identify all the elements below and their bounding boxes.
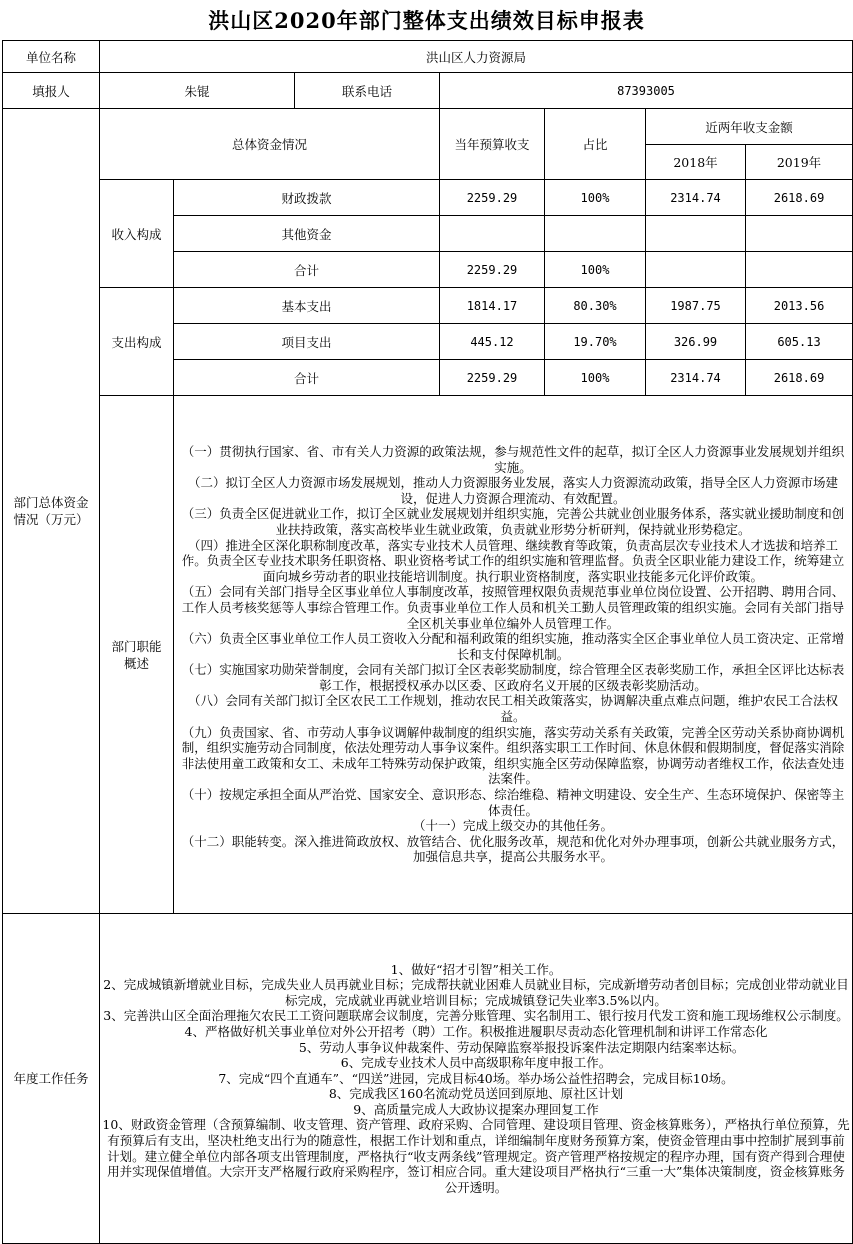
- functions-content: [174, 396, 853, 914]
- table-row: [3, 288, 853, 324]
- phone-value: 87393005: [440, 73, 853, 109]
- expense-label: 支出构成: [100, 288, 174, 396]
- row-2018: 1987.75: [646, 288, 746, 324]
- row-name: 合计: [174, 252, 440, 288]
- funds-header-row: [3, 109, 853, 145]
- list-item: 7、完成“四个直通车”、“四送”进园，完成目标40场。举办场公益性招聘会，完成目标10场。: [218, 1070, 734, 1086]
- overall-header: 总体资金情况: [100, 109, 440, 180]
- row-2019: 2013.56: [746, 288, 853, 324]
- list-item: （十一）完成上级交办的其他任务。: [413, 818, 614, 834]
- list-item: （四）推进全区深化职称制度改革，落实专业技术人员管理、继续教育等政策，负责高层次专业技术人才选拔和培养工作。负责全区专业技术职务任职资格、职业资格考试工作的组织实施和管理监督。负责全区职业能力建设工作，统筹建立面向城乡劳动者的职业技能培训制度。执行职业资格制度，落实职业技能多元化评价政策。: [181, 537, 845, 584]
- list-item: （二）拟订全区人力资源市场发展规划，推动人力资源服务业发展，落实人力资源流动政策，指导全区人力资源市场建设，促进人力资源合理流动、有效配置。: [188, 475, 839, 506]
- list-item: （六）负责全区事业单位工作人员工资收入分配和福利政策的组织实施，推动落实全区企事业单位人员工资决定、正常增长和支付保障机制。: [181, 631, 845, 662]
- list-item: 10、财政资金管理（含预算编制、收支管理、资产管理、政府采购、合同管理、建设项目管理、资金核算账务），严格执行单位预算，先有预算后有支出，坚决杜绝支出行为的随意性，根据工作计划和重点，详细编制年度财务预算方案，使资金管理由事中控制扩展到事前计划。建立健全单位内部各项支出管理制度，严格执行“收支两条线”管理规定。资产管理严格按规定的程序办理，国有资产得到合理使用并实现保值增值。大宗开支严格履行政府采购程序，签订相应合同。重大建设项目严格执行“三重一大”集体决策制度，资金核算账务公开透明。: [102, 1117, 850, 1195]
- row-ratio: 100%: [545, 252, 646, 288]
- row-name: 财政拨款: [174, 180, 440, 216]
- table-row: [3, 180, 853, 216]
- row-budget: 445.12: [440, 324, 545, 360]
- unit-label: 单位名称: [3, 41, 100, 73]
- list-item: （七）实施国家功勋荣誉制度，会同有关部门拟订全区表彰奖励制度，综合管理全区表彰奖励工作，承担全区评比达标表彰工作，根据授权承办以区委、区政府名义开展的区级表彰奖励活动。: [181, 662, 845, 693]
- row-2018: 2314.74: [646, 360, 746, 396]
- row-2019: 605.13: [746, 324, 853, 360]
- row-budget: [440, 216, 545, 252]
- row-name: 其他资金: [174, 216, 440, 252]
- row-2019: 2618.69: [746, 360, 853, 396]
- row-2019: [746, 252, 853, 288]
- funds-section-text: 部门总体资金情况（万元）: [13, 495, 89, 527]
- row-2018: 2314.74: [646, 180, 746, 216]
- list-item: 4、严格做好机关事业单位对外公开招考（聘）工作。积极推进履职尽责动态化管理机制和讲评工作常态化: [184, 1023, 768, 1039]
- row-2019: 2618.69: [746, 180, 853, 216]
- filler-name: 朱锟: [100, 73, 295, 109]
- list-item: （九）负责国家、省、市劳动人事争议调解仲裁制度的组织实施，落实劳动关系有关政策，完善全区劳动关系协商协调机制，组织实施劳动合同制度，依法处理劳动人事争议案件。组织落实职工工作时间、休息休假和假期制度，督促落实消除非法使用童工政策和女工、未成年工特殊劳动保护政策，组织实施全区劳动保障监察，协调劳动者维权工作，依法查处违法案件。: [181, 724, 845, 787]
- list-item: （十二）职能转变。深入推进简政放权、放管结合、优化服务改革，规范和优化对外办理事项，创新公共就业服务方式，加强信息共享，提高公共服务水平。: [181, 833, 845, 865]
- list-item: 1、做好“招才引智”相关工作。: [390, 961, 562, 977]
- unit-row: [3, 41, 853, 73]
- filler-row: [3, 73, 853, 109]
- list-item: 2、完成城镇新增就业目标，完成失业人员再就业目标；完成帮扶就业困难人员就业目标，完成新增劳动者创目标；完成创业带动就业目标完成，完成就业再就业培训目标；完成城镇登记失业率3.5%以内。: [103, 977, 849, 1008]
- tasks-row: [3, 914, 853, 1244]
- ratio-header: 占比: [545, 109, 646, 180]
- unit-value: 洪山区人力资源局: [100, 41, 853, 73]
- row-ratio: 100%: [545, 180, 646, 216]
- row-budget: 2259.29: [440, 180, 545, 216]
- list-item: （八）会同有关部门拟订全区农民工工作规划，推动农民工相关政策落实，协调解决重点难点问题，维护农民工合法权益。: [188, 693, 839, 725]
- income-label: 收入构成: [100, 180, 174, 288]
- row-ratio: 19.70%: [545, 324, 646, 360]
- tasks-label-text: 年度工作任务: [13, 1071, 89, 1086]
- page-title: 洪山区2020年部门整体支出绩效目标申报表: [208, 8, 645, 33]
- filler-label: 填报人: [3, 73, 100, 109]
- tasks-label: [3, 914, 100, 1244]
- year-2019-header: 2019年: [746, 145, 853, 180]
- functions-row: [3, 396, 853, 914]
- performance-table: [2, 40, 853, 1244]
- list-item: 6、完成专业技术人员中高级职称年度申报工作。: [340, 1055, 612, 1071]
- row-2019: [746, 216, 853, 252]
- row-2018: 326.99: [646, 324, 746, 360]
- list-item: 5、劳动人事争议仲裁案件、劳动保障监察举报投诉案件法定期限内结案率达标。: [298, 1039, 745, 1055]
- row-name: 合计: [174, 360, 440, 396]
- functions-label: [100, 396, 174, 914]
- list-item: 9、高质量完成人大政协议提案办理回复工作: [353, 1101, 599, 1117]
- row-2018: [646, 252, 746, 288]
- recent-header: 近两年收支金额: [646, 109, 853, 145]
- row-budget: 2259.29: [440, 252, 545, 288]
- list-item: 8、完成我区160名流动党员送回到原地、原社区计划: [328, 1086, 624, 1102]
- tasks-content: [100, 914, 853, 1244]
- row-budget: 1814.17: [440, 288, 545, 324]
- row-name: 基本支出: [174, 288, 440, 324]
- funds-section-label: [3, 109, 100, 914]
- row-budget: 2259.29: [440, 360, 545, 396]
- row-ratio: 80.30%: [545, 288, 646, 324]
- row-2018: [646, 216, 746, 252]
- list-item: （三）负责全区促进就业工作，拟订全区就业发展规划并组织实施，完善公共就业创业服务体系，落实就业援助制度和创业扶持政策，落实高校毕业生就业政策，负责就业形势分析研判，保持就业形势稳定。: [181, 506, 845, 537]
- budget-header: 当年预算收支: [440, 109, 545, 180]
- year-2018-header: 2018年: [646, 145, 746, 180]
- row-ratio: [545, 216, 646, 252]
- phone-label: 联系电话: [295, 73, 440, 109]
- list-item: 3、完善洪山区全面治理拖欠农民工工资问题联席会议制度，完善分账管理、实名制用工、银行按月代发工资和施工现场维权公示制度。: [103, 1008, 849, 1024]
- row-ratio: 100%: [545, 360, 646, 396]
- list-item: （五）会同有关部门指导全区事业单位人事制度改革，按照管理权限负责规范事业单位岗位设置、公开招聘、聘用合同、工作人员考核奖惩等人事综合管理工作。负责事业单位工作人员和机关工勤人员管理政策的组织实施。会同有关部门指导全区机关事业单位编外人员管理工作。: [181, 584, 845, 631]
- row-name: 项目支出: [174, 324, 440, 360]
- list-item: （一）贯彻执行国家、省、市有关人力资源的政策法规，参与规范性文件的起草，拟订全区人力资源事业发展规划并组织实施。: [181, 443, 845, 475]
- list-item: （十）按规定承担全面从严治党、国家安全、意识形态、综治维稳、精神文明建设、安全生产、生态环境保护、保密等主体责任。: [181, 787, 845, 818]
- functions-label-text: 部门职能概述: [111, 638, 162, 671]
